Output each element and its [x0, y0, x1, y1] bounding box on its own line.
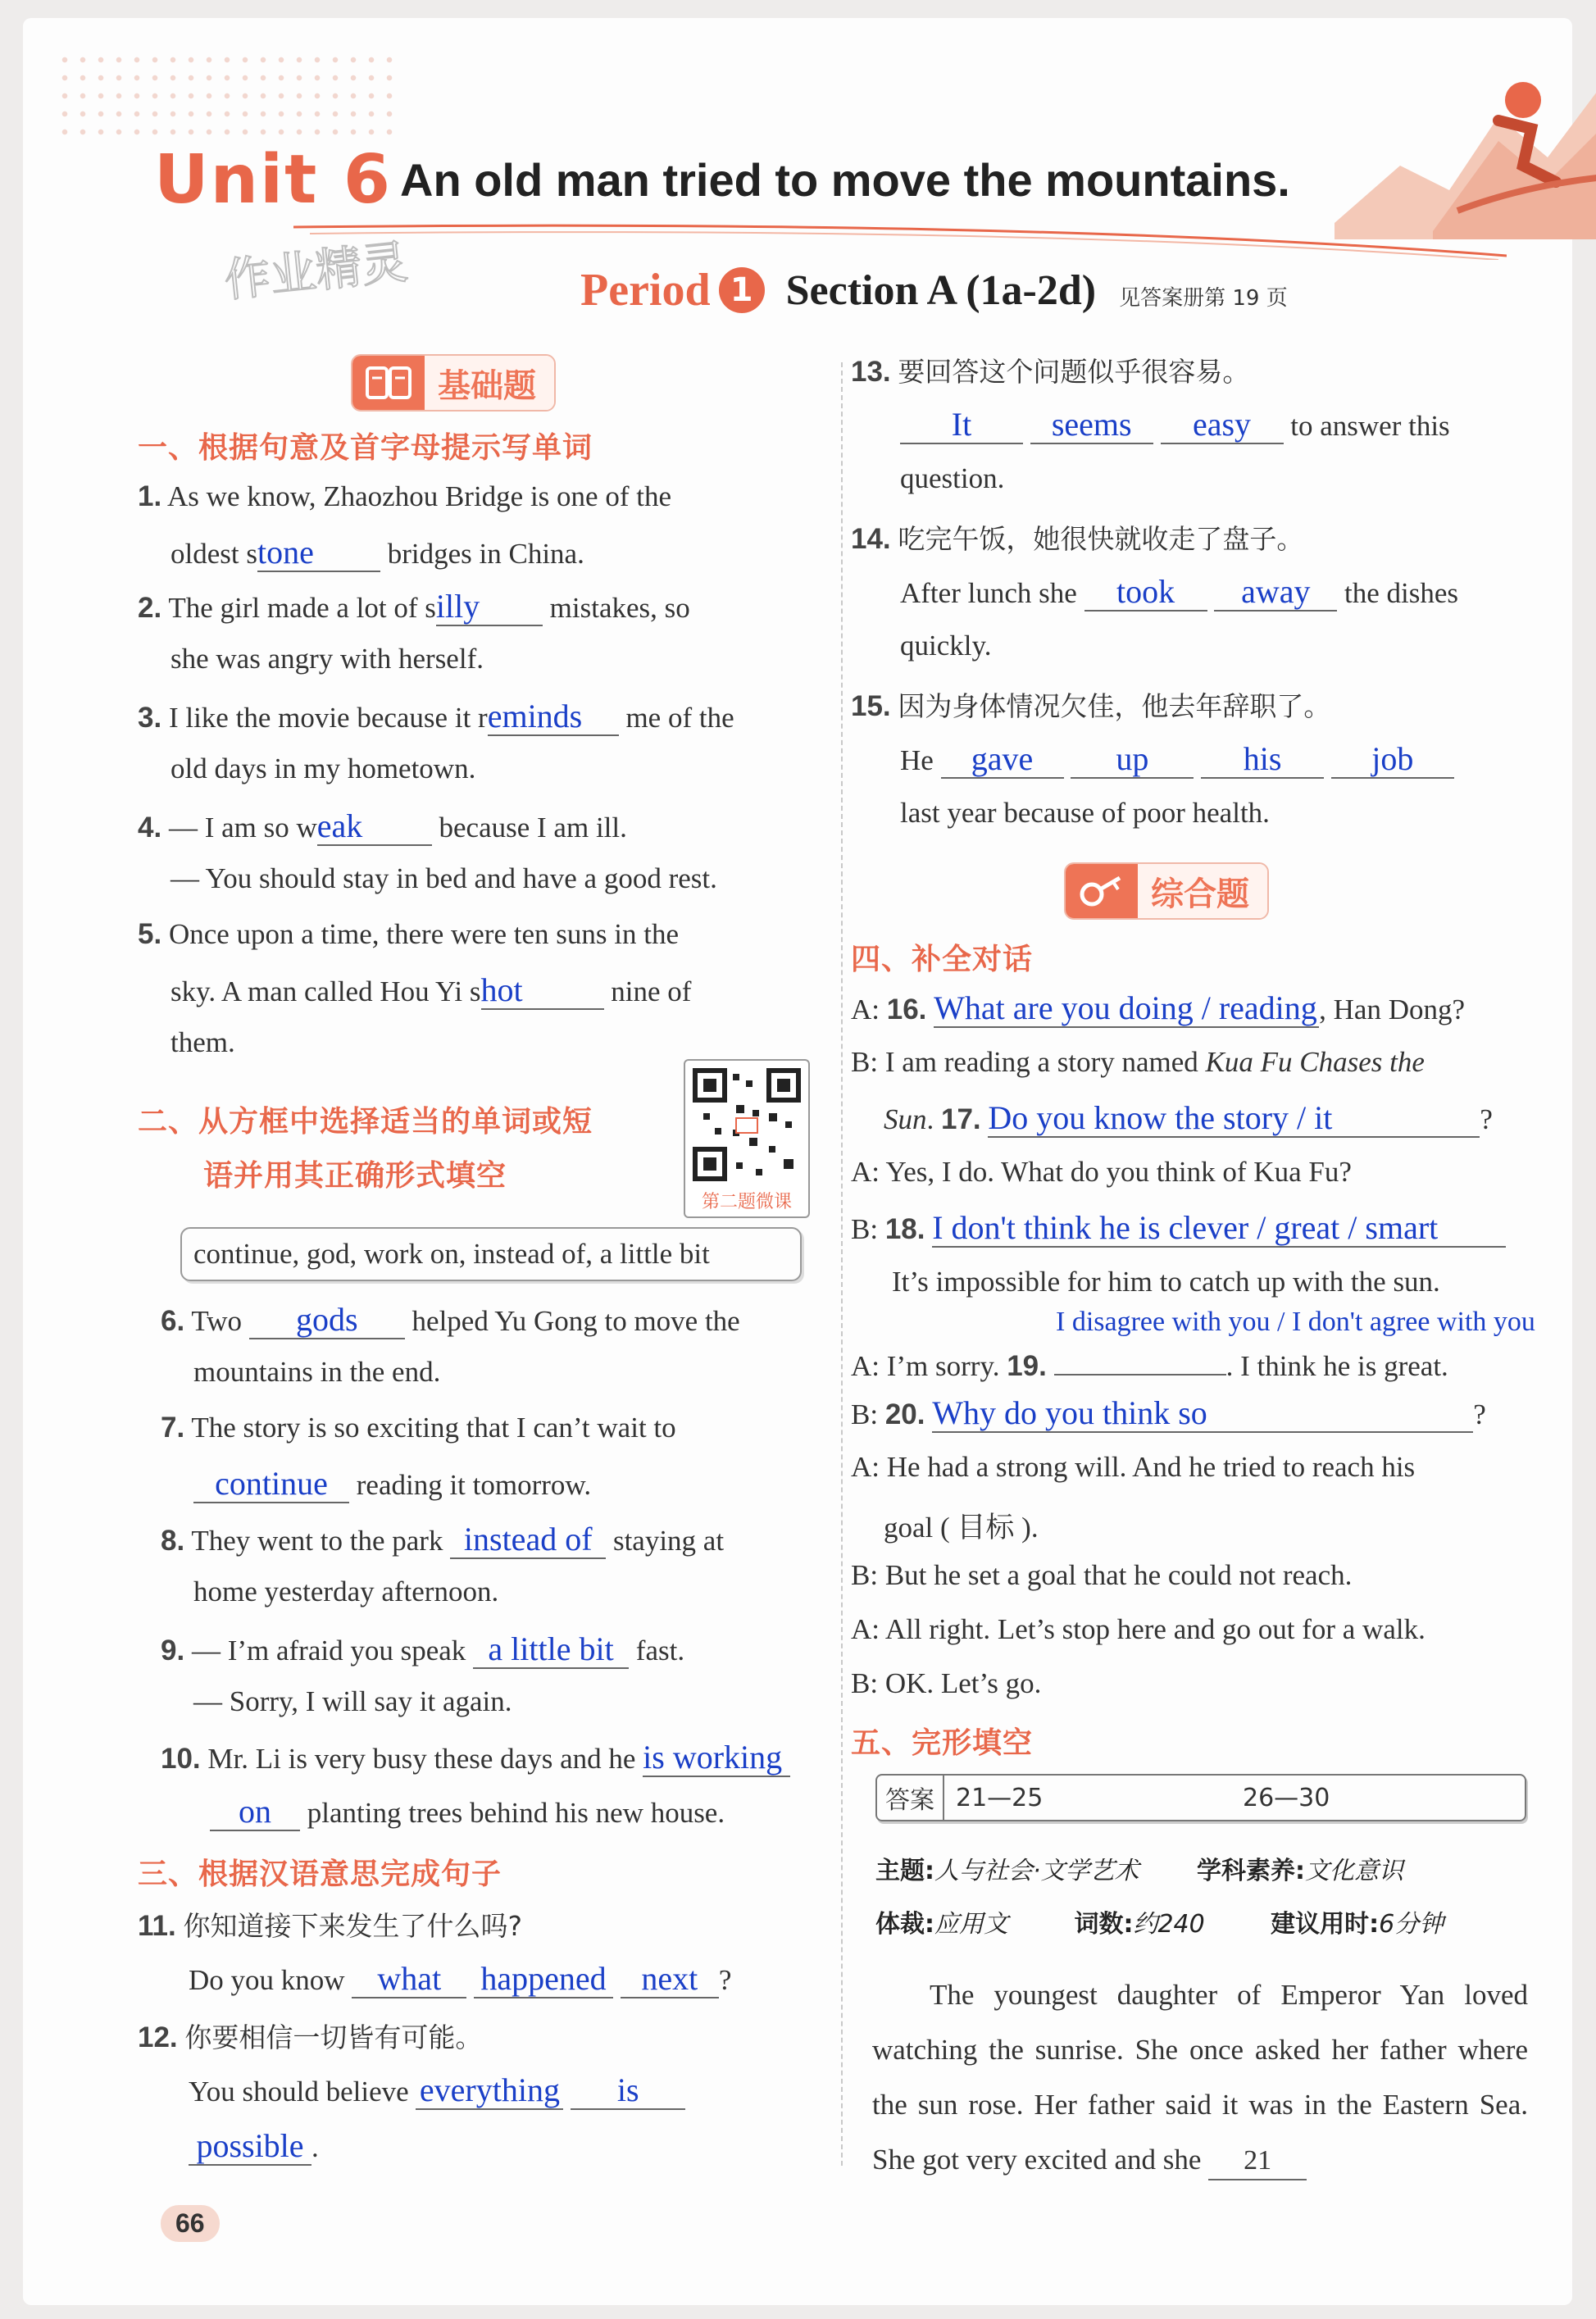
- unit-title: An old man tried to move the mountains.: [400, 154, 1290, 206]
- q12-prefix: You should believe: [189, 2076, 409, 2108]
- q10-line2: [210, 1794, 725, 1831]
- q5-answer[interactable]: hot: [481, 972, 604, 1010]
- q5-prefix: sky. A man called Hou Yi s: [171, 975, 481, 1007]
- q11-line2: [189, 1961, 731, 1998]
- q8-number: 8.: [161, 1525, 185, 1557]
- passage-meta-row2: [875, 1903, 1444, 1939]
- dialogue-line-a2: [851, 1156, 1352, 1189]
- speaker-b: B:: [851, 1046, 879, 1078]
- q6-line1: [161, 1302, 740, 1339]
- q1-number: 1.: [138, 480, 162, 512]
- q11-answer-1[interactable]: what: [352, 1961, 466, 1998]
- q8-answer[interactable]: instead of: [450, 1521, 606, 1559]
- q12-answer-3[interactable]: possible: [189, 2128, 311, 2166]
- q3-line1: [138, 698, 734, 736]
- q4-answer[interactable]: eak: [317, 808, 432, 846]
- q1-suffix: bridges in China.: [387, 538, 584, 570]
- q11-number: 11.: [138, 1910, 176, 1942]
- q14-answer-2[interactable]: away: [1214, 574, 1337, 612]
- q3-number: 3.: [138, 702, 162, 734]
- q17-number: 17.: [941, 1103, 981, 1135]
- watermark: 作业精灵: [221, 235, 411, 308]
- answer-range-2: 26—30: [1243, 1783, 1330, 1812]
- period-number-badge: 1: [719, 267, 765, 313]
- part3-heading: 三、根据汉语意思完成句子: [138, 1857, 502, 1891]
- dialogue-line-17b: Sun. 17. Do you know the story / it ?: [884, 1099, 1493, 1136]
- worksheet-page: [23, 18, 1572, 2305]
- cloze-passage: [872, 1967, 1528, 2187]
- q15-line1: [851, 685, 1330, 724]
- part2-heading-line2: 语并用其正确形式填空: [203, 1159, 507, 1193]
- q10-number: 10.: [161, 1743, 201, 1775]
- q11-answer-3[interactable]: next: [621, 1961, 719, 1998]
- q4-line2: — You should stay in bed and have a good rest.: [171, 862, 717, 894]
- q16-number: 16.: [886, 994, 927, 1025]
- passage-text: The youngest daughter of Emperor Yan loved watching the sunrise. She once asked her father where the sun rose. Her father said it was in the Eastern Sea. She got very excited and she: [872, 1979, 1528, 2176]
- q1-prefix: oldest s: [171, 538, 257, 570]
- q1-answer[interactable]: tone: [257, 534, 380, 572]
- part2-heading-line1: 二、从方框中选择适当的单词或短: [138, 1105, 593, 1139]
- q9-line1: [161, 1631, 684, 1669]
- dialogue-line-b6: [851, 1667, 1041, 1700]
- dialogue-line-19: [851, 1341, 1448, 1383]
- q1-line1: [138, 480, 671, 513]
- dialogue-text: I’m sorry.: [886, 1350, 1000, 1382]
- q12-number: 12.: [138, 2021, 178, 2053]
- blank-21[interactable]: 21: [1208, 2143, 1307, 2180]
- q15-prefix: He: [900, 744, 934, 776]
- words-value: 约240: [1133, 1910, 1205, 1939]
- q14-answer-1[interactable]: took: [1084, 574, 1207, 612]
- q7-number: 7.: [161, 1412, 185, 1444]
- qr-code[interactable]: [684, 1059, 810, 1218]
- q12-answer-1[interactable]: everything: [416, 2072, 563, 2110]
- q8-prefix: They went to the park: [191, 1525, 443, 1557]
- dot-pattern-decoration: [56, 51, 400, 141]
- dialogue-text: Yes, I do. What do you think of Kua Fu?: [885, 1156, 1352, 1188]
- dialogue-line-18: [851, 1210, 1506, 1248]
- q4-line1: [138, 808, 627, 846]
- dialogue-line-18b: It’s impossible for him to catch up with the sun.: [892, 1266, 1440, 1298]
- q9-line2: — Sorry, I will say it again.: [193, 1685, 512, 1717]
- q11-prefix: Do you know: [189, 1964, 345, 1996]
- speaker-b: B:: [851, 1559, 879, 1591]
- dialogue-line-a4b: goal ( 目标 ).: [884, 1512, 1039, 1544]
- q9-suffix: fast.: [635, 1635, 685, 1666]
- answer-bar: [875, 1774, 1526, 1821]
- q18-answer[interactable]: I don't think he is clever / great / smart: [932, 1210, 1506, 1248]
- q9-prefix: — I’m afraid you speak: [191, 1635, 466, 1666]
- q19-number: 19.: [1007, 1350, 1047, 1382]
- q2-suffix: mistakes, so: [549, 592, 690, 624]
- theme-value: 人与社会·文学艺术: [934, 1857, 1139, 1885]
- dialogue-text: But he set a goal that he could not reach.: [884, 1559, 1353, 1591]
- q5-number: 5.: [138, 918, 162, 950]
- q8-suffix: staying at: [612, 1525, 725, 1557]
- theme-label: 主题:: [875, 1857, 934, 1885]
- q5-suffix: nine of: [611, 975, 692, 1007]
- comprehensive-questions-badge: [1064, 862, 1269, 920]
- dialogue-line-a4: [851, 1451, 1415, 1484]
- dialogue-text: I am reading a story named: [884, 1046, 1198, 1078]
- answer-reference: 见答案册第 19 页: [1119, 285, 1288, 311]
- q8-line1: [161, 1521, 724, 1559]
- q13-line2: [900, 407, 1450, 444]
- qr-caption: 第二题微课: [701, 1192, 792, 1212]
- period-header: [580, 264, 1288, 316]
- speaker-b: B:: [851, 1398, 879, 1430]
- period-word: Period: [580, 265, 711, 316]
- part4-heading: 四、补全对话: [851, 943, 1034, 976]
- q12-line2: [189, 2072, 685, 2110]
- q14-suffix: the dishes: [1344, 577, 1459, 609]
- q15-chinese: 因为身体情况欠佳，他去年辞职了。: [898, 690, 1331, 722]
- q15-answer-2[interactable]: up: [1071, 741, 1194, 779]
- q20-answer[interactable]: Why do you think so: [932, 1395, 1473, 1433]
- q7-text: The story is so exciting that I can’t wait to: [191, 1412, 676, 1444]
- speaker-a: A:: [851, 994, 880, 1025]
- q2-number: 2.: [138, 592, 162, 624]
- q6-line2: mountains in the end.: [193, 1356, 441, 1388]
- q13-suffix: to answer this: [1290, 410, 1450, 442]
- dialogue-line-b5: [851, 1559, 1352, 1592]
- q12-answer-2[interactable]: is: [571, 2072, 685, 2110]
- book-icon: [352, 356, 425, 410]
- q1-text: As we know, Zhaozhou Bridge is one of the: [167, 480, 671, 512]
- q12-chinese: 你要相信一切皆有可能。: [184, 2021, 483, 2053]
- q5-line2: [171, 972, 691, 1010]
- q2-line2: she was angry with herself.: [171, 643, 484, 675]
- q12-line1: [138, 2017, 482, 2055]
- time-label: 建议用时:: [1271, 1910, 1380, 1939]
- q13-number: 13.: [851, 356, 891, 388]
- q10-answer-2[interactable]: on: [210, 1794, 300, 1831]
- q11-line1: [138, 1905, 522, 1944]
- q14-line2: [900, 574, 1458, 612]
- unit-label: Unit 6: [154, 141, 392, 219]
- time-value: 6分钟: [1379, 1910, 1444, 1939]
- speaker-a: A:: [851, 1451, 880, 1483]
- header-swoosh-decoration: [293, 211, 1507, 260]
- passage-meta-row1: [875, 1850, 1403, 1886]
- q19-blank[interactable]: [1054, 1341, 1226, 1375]
- q14-chinese: 吃完午饭，她很快就收走了盘子。: [898, 523, 1304, 555]
- answer-bar-label: 答案: [877, 1776, 944, 1820]
- q5-line3: them.: [171, 1026, 235, 1058]
- genre-value: 应用文: [934, 1910, 1008, 1939]
- q5-line1: [138, 918, 679, 951]
- q18-number: 18.: [884, 1213, 925, 1245]
- q15-answer-3[interactable]: his: [1201, 741, 1324, 779]
- q11-answer-2[interactable]: happened: [474, 1961, 613, 1998]
- q6-prefix: Two: [191, 1305, 243, 1337]
- basic-questions-badge: [351, 354, 556, 412]
- q17-answer[interactable]: Do you know the story / it: [988, 1100, 1480, 1138]
- q13-line1: [851, 351, 1249, 389]
- q15-answer-1[interactable]: gave: [941, 741, 1064, 779]
- q11-suffix: ?: [718, 1964, 732, 1996]
- q4-number: 4.: [138, 812, 162, 843]
- q14-line3: quickly.: [900, 630, 992, 662]
- badge-label: 基础题: [425, 356, 554, 410]
- q11-chinese: 你知道接下来发生了什么吗?: [183, 1910, 522, 1942]
- q13-answer-2[interactable]: seems: [1030, 407, 1153, 444]
- q10-prefix: Mr. Li is very busy these days and he: [207, 1743, 636, 1775]
- q20-number: 20.: [884, 1398, 925, 1430]
- q14-line1: [851, 518, 1303, 557]
- key-icon: [1066, 864, 1138, 918]
- literacy-value: 文化意识: [1305, 1857, 1403, 1885]
- q7-answer[interactable]: continue: [193, 1466, 349, 1503]
- speaker-b: B:: [851, 1667, 879, 1699]
- q13-chinese: 要回答这个问题似乎很容易。: [898, 356, 1250, 388]
- q10-line1: [161, 1739, 790, 1777]
- q15-answer-4[interactable]: job: [1331, 741, 1454, 779]
- q16-answer[interactable]: What are you doing / reading: [934, 990, 1319, 1028]
- page-number: 66: [161, 2205, 220, 2242]
- q5-text: Once upon a time, there were ten suns in the: [168, 918, 679, 950]
- dialogue-text: All right. Let’s stop here and go out for a walk.: [884, 1613, 1425, 1645]
- q10-answer-1[interactable]: is working: [643, 1739, 790, 1777]
- q17-suffix: ?: [1480, 1103, 1493, 1135]
- q8-line2: home yesterday afternoon.: [193, 1576, 499, 1607]
- q3-prefix: I like the movie because it r: [168, 702, 488, 734]
- q15-number: 15.: [851, 690, 891, 722]
- q13-answer-3[interactable]: easy: [1161, 407, 1284, 444]
- dialogue-line-17a: [851, 1046, 1425, 1079]
- speaker-b: B:: [851, 1213, 879, 1245]
- speaker-a: A:: [851, 1613, 880, 1645]
- q14-number: 14.: [851, 523, 891, 555]
- q1-line2: [171, 534, 584, 572]
- q2-prefix: The girl made a lot of s: [168, 592, 436, 624]
- q6-answer[interactable]: gods: [249, 1302, 405, 1339]
- q9-number: 9.: [161, 1635, 185, 1666]
- q6-number: 6.: [161, 1305, 185, 1337]
- words-label: 词数:: [1074, 1910, 1134, 1939]
- speaker-a: A:: [851, 1156, 880, 1188]
- dialogue-line-16: [851, 990, 1465, 1028]
- q16-suffix: , Han Dong?: [1319, 994, 1466, 1025]
- q3-suffix: me of the: [625, 702, 734, 734]
- q19-suffix: . I think he is great.: [1225, 1350, 1448, 1382]
- q4-suffix: because I am ill.: [439, 812, 627, 843]
- q12-suffix: .: [311, 2131, 319, 2163]
- q15-line2: [900, 741, 1454, 779]
- q7-line1: [161, 1412, 676, 1444]
- q6-suffix: helped Yu Gong to move the: [412, 1305, 740, 1337]
- answer-range-1: 21—25: [956, 1783, 1044, 1812]
- q14-prefix: After lunch she: [900, 577, 1077, 609]
- q2-line1: [138, 589, 690, 626]
- q12-line3: [189, 2128, 319, 2166]
- dialogue-line-20: [851, 1395, 1486, 1433]
- q10-suffix: planting trees behind his new house.: [307, 1797, 725, 1829]
- part5-heading: 五、完形填空: [851, 1726, 1034, 1760]
- dialogue-text: OK. Let’s go.: [884, 1667, 1042, 1699]
- q3-line2: old days in my hometown.: [171, 753, 476, 784]
- q13-answer-1[interactable]: It: [900, 407, 1023, 444]
- q3-answer[interactable]: eminds: [488, 698, 619, 736]
- column-divider: [841, 362, 843, 2166]
- literacy-label: 学科素养:: [1197, 1857, 1305, 1885]
- q7-line2: [193, 1466, 591, 1503]
- q13-line3: question.: [900, 462, 1005, 494]
- speaker-a: A:: [851, 1350, 880, 1382]
- q20-suffix: ?: [1473, 1398, 1486, 1430]
- q4-prefix: — I am so w: [168, 812, 317, 843]
- section-title: Section A (1a-2d): [785, 266, 1097, 314]
- word-bank-box: continue, god, work on, instead of, a little bit: [180, 1227, 802, 1281]
- q2-answer[interactable]: illy: [436, 589, 543, 626]
- badge-label: 综合题: [1138, 864, 1267, 918]
- genre-label: 体裁:: [875, 1910, 934, 1939]
- story-title-end: Sun: [884, 1103, 927, 1135]
- q15-line3: last year because of poor health.: [900, 797, 1270, 829]
- part1-heading: 一、根据句意及首字母提示写单词: [138, 431, 593, 465]
- dialogue-text: He had a strong will. And he tried to reach his: [886, 1451, 1416, 1483]
- q9-answer[interactable]: a little bit: [473, 1631, 629, 1669]
- story-title: Kua Fu Chases the: [1205, 1046, 1425, 1078]
- q19-answer-text[interactable]: I disagree with you / I don't agree with you: [1056, 1307, 1535, 1337]
- dialogue-line-a5: [851, 1613, 1425, 1646]
- q7-suffix: reading it tomorrow.: [356, 1469, 592, 1501]
